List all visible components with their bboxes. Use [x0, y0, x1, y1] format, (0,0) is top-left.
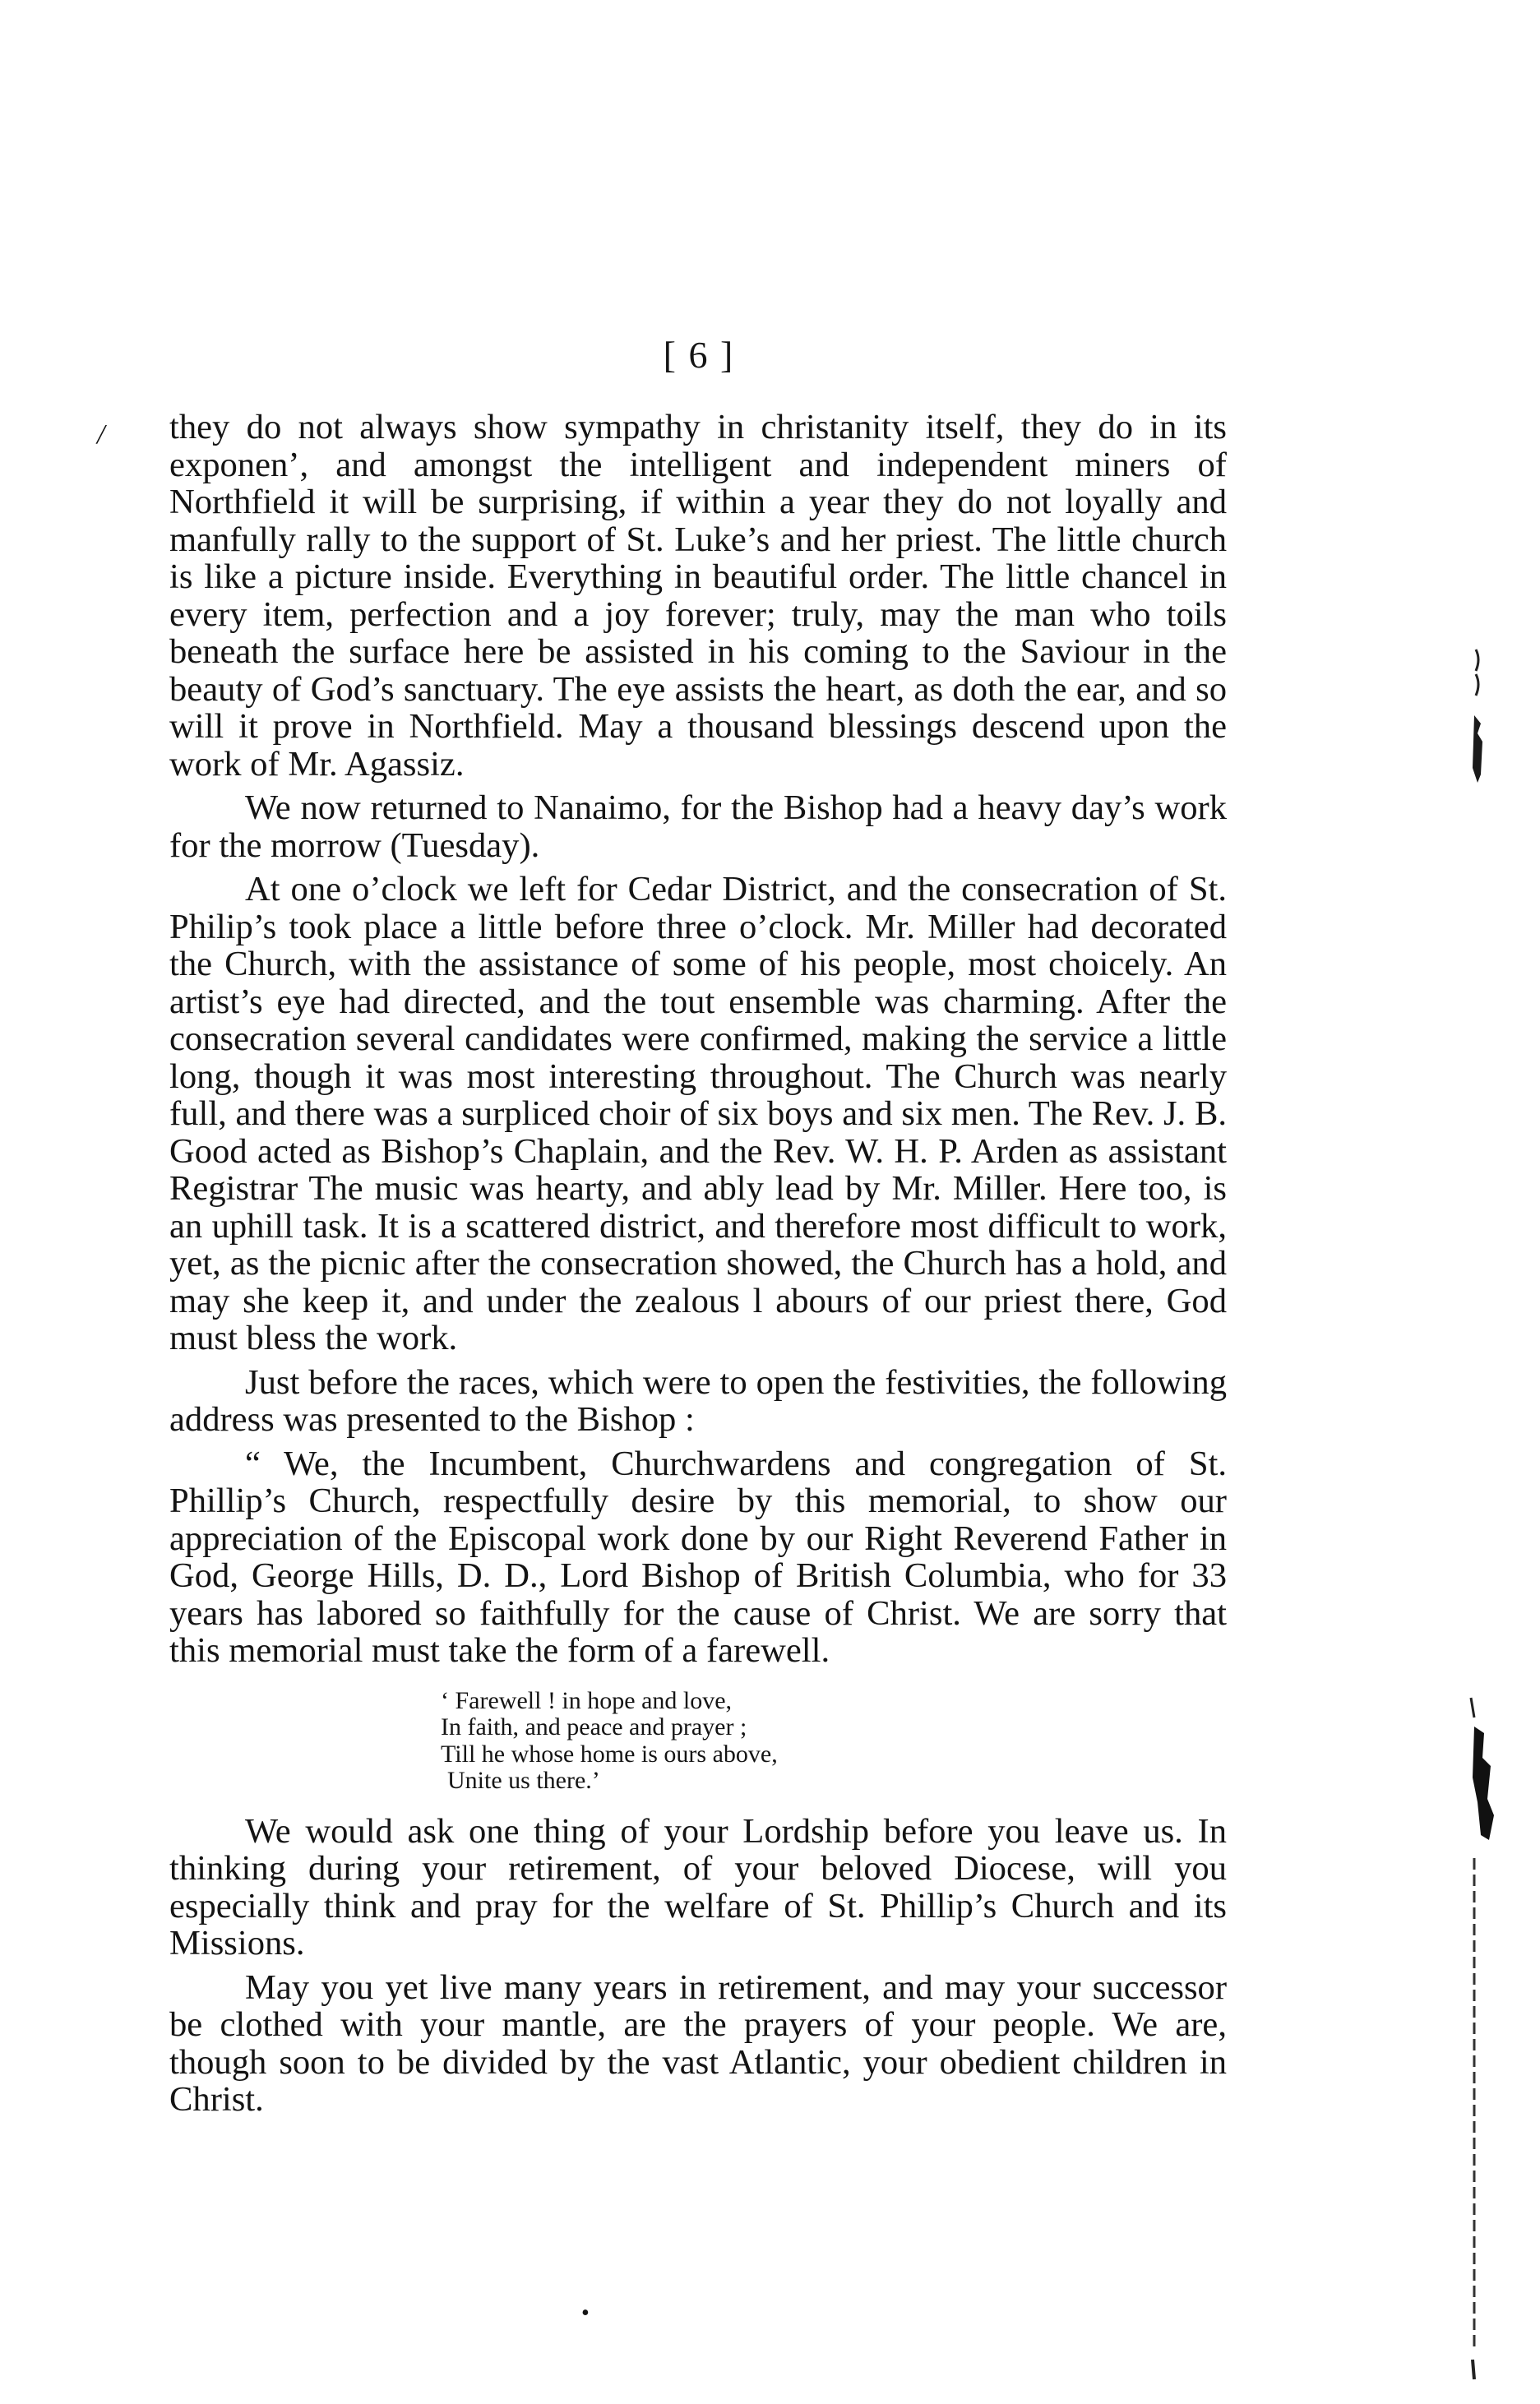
verse-line: In faith, and peace and prayer ;	[441, 1713, 747, 1741]
margin-mark: /	[97, 419, 105, 450]
paragraph-return-nanaimo: We now returned to Nanaimo, for the Bishop had a heavy day’s work for the morrow (Tuesday).	[169, 788, 1227, 865]
verse-line: ‘ Farewell ! in hope and love,	[441, 1686, 733, 1714]
paragraph-request: We would ask one thing of your Lordship before you leave us. In thinking during your retirement, of your beloved Diocese, will you especially think and pray for the welfare of St. Phillip’s Church and its Missions.	[169, 1811, 1227, 1962]
page-number: [ 6 ]	[663, 334, 735, 376]
page-body	[169, 409, 1227, 2125]
farewell-verse	[441, 1688, 1227, 1795]
verse-line: Till he whose home is ours above,	[441, 1740, 778, 1768]
paragraph-northfield: they do not always show sympathy in christanity itself, they do in its exponen’, and amongst the intelligent and independent miners of Northfield it will be surprising, if within a year they do not loyally and manfully rally to the support of St. Luke’s and her priest. The little church is like a picture inside. Everything in beautiful order. The little chancel in every item, perfection and a joy forever; truly, may the man who toils beneath the surface here be assisted in his coming to the Saviour in the beauty of God’s sanctuary. The eye assists the heart, as doth the ear, and so will it prove in Northfield. May a thousand blessings descend upon the work of Mr. Agassiz.	[169, 408, 1227, 784]
verse-line: Unite us there.’	[447, 1767, 600, 1794]
paragraph-address-intro: Just before the races, which were to open the festivities, the following address was presented to the Bishop :	[169, 1362, 1227, 1439]
paragraph-cedar-district: At one o’clock we left for Cedar District, and the consecration of St. Philip’s took place a little before three o’clock. Mr. Miller had decorated the Church, with the assistance of some of his people, most choicely. An artist’s eye had directed, and the tout ensemble was charming. After the consecration several candidates were confirmed, making the service a little long, though it was most interesting throughout. The Church was nearly full, and there was a surpliced choir of six boys and six men. The Rev. J. B. Good acted as Bishop’s Chaplain, and the Rev. W. H. P. Arden as assistant Registrar The music was hearty, and ably lead by Mr. Miller. Here too, is an uphill task. It is a scattered district, and therefore most difficult to work, yet, as the picnic after the consecration showed, the Church has a hold, and may she keep it, and under the zealous l abours of our priest there, God must bless the work.	[169, 870, 1227, 1357]
binding-edge-marks	[1459, 625, 1509, 2384]
end-mark: •	[581, 2300, 590, 2326]
paragraph-address-memorial: “ We, the Incumbent, Churchwardens and congregation of St. Phillip’s Church, respectfully desire by this memorial, to show our appreciation of the Episcopal work done by our Right Reverend Father in God, George Hills, D. D., Lord Bishop of British Columbia, who for 33 years has labored so faithfully for the cause of Christ. We are sorry that this memorial must take the form of a farewell.	[169, 1444, 1227, 1670]
paragraph-blessing: May you yet live many years in retirement, and may your successor be clothed with your mantle, are the prayers of your people. We are, though soon to be divided by the vast Atlantic, your obedient children in Christ.	[169, 1967, 1227, 2119]
